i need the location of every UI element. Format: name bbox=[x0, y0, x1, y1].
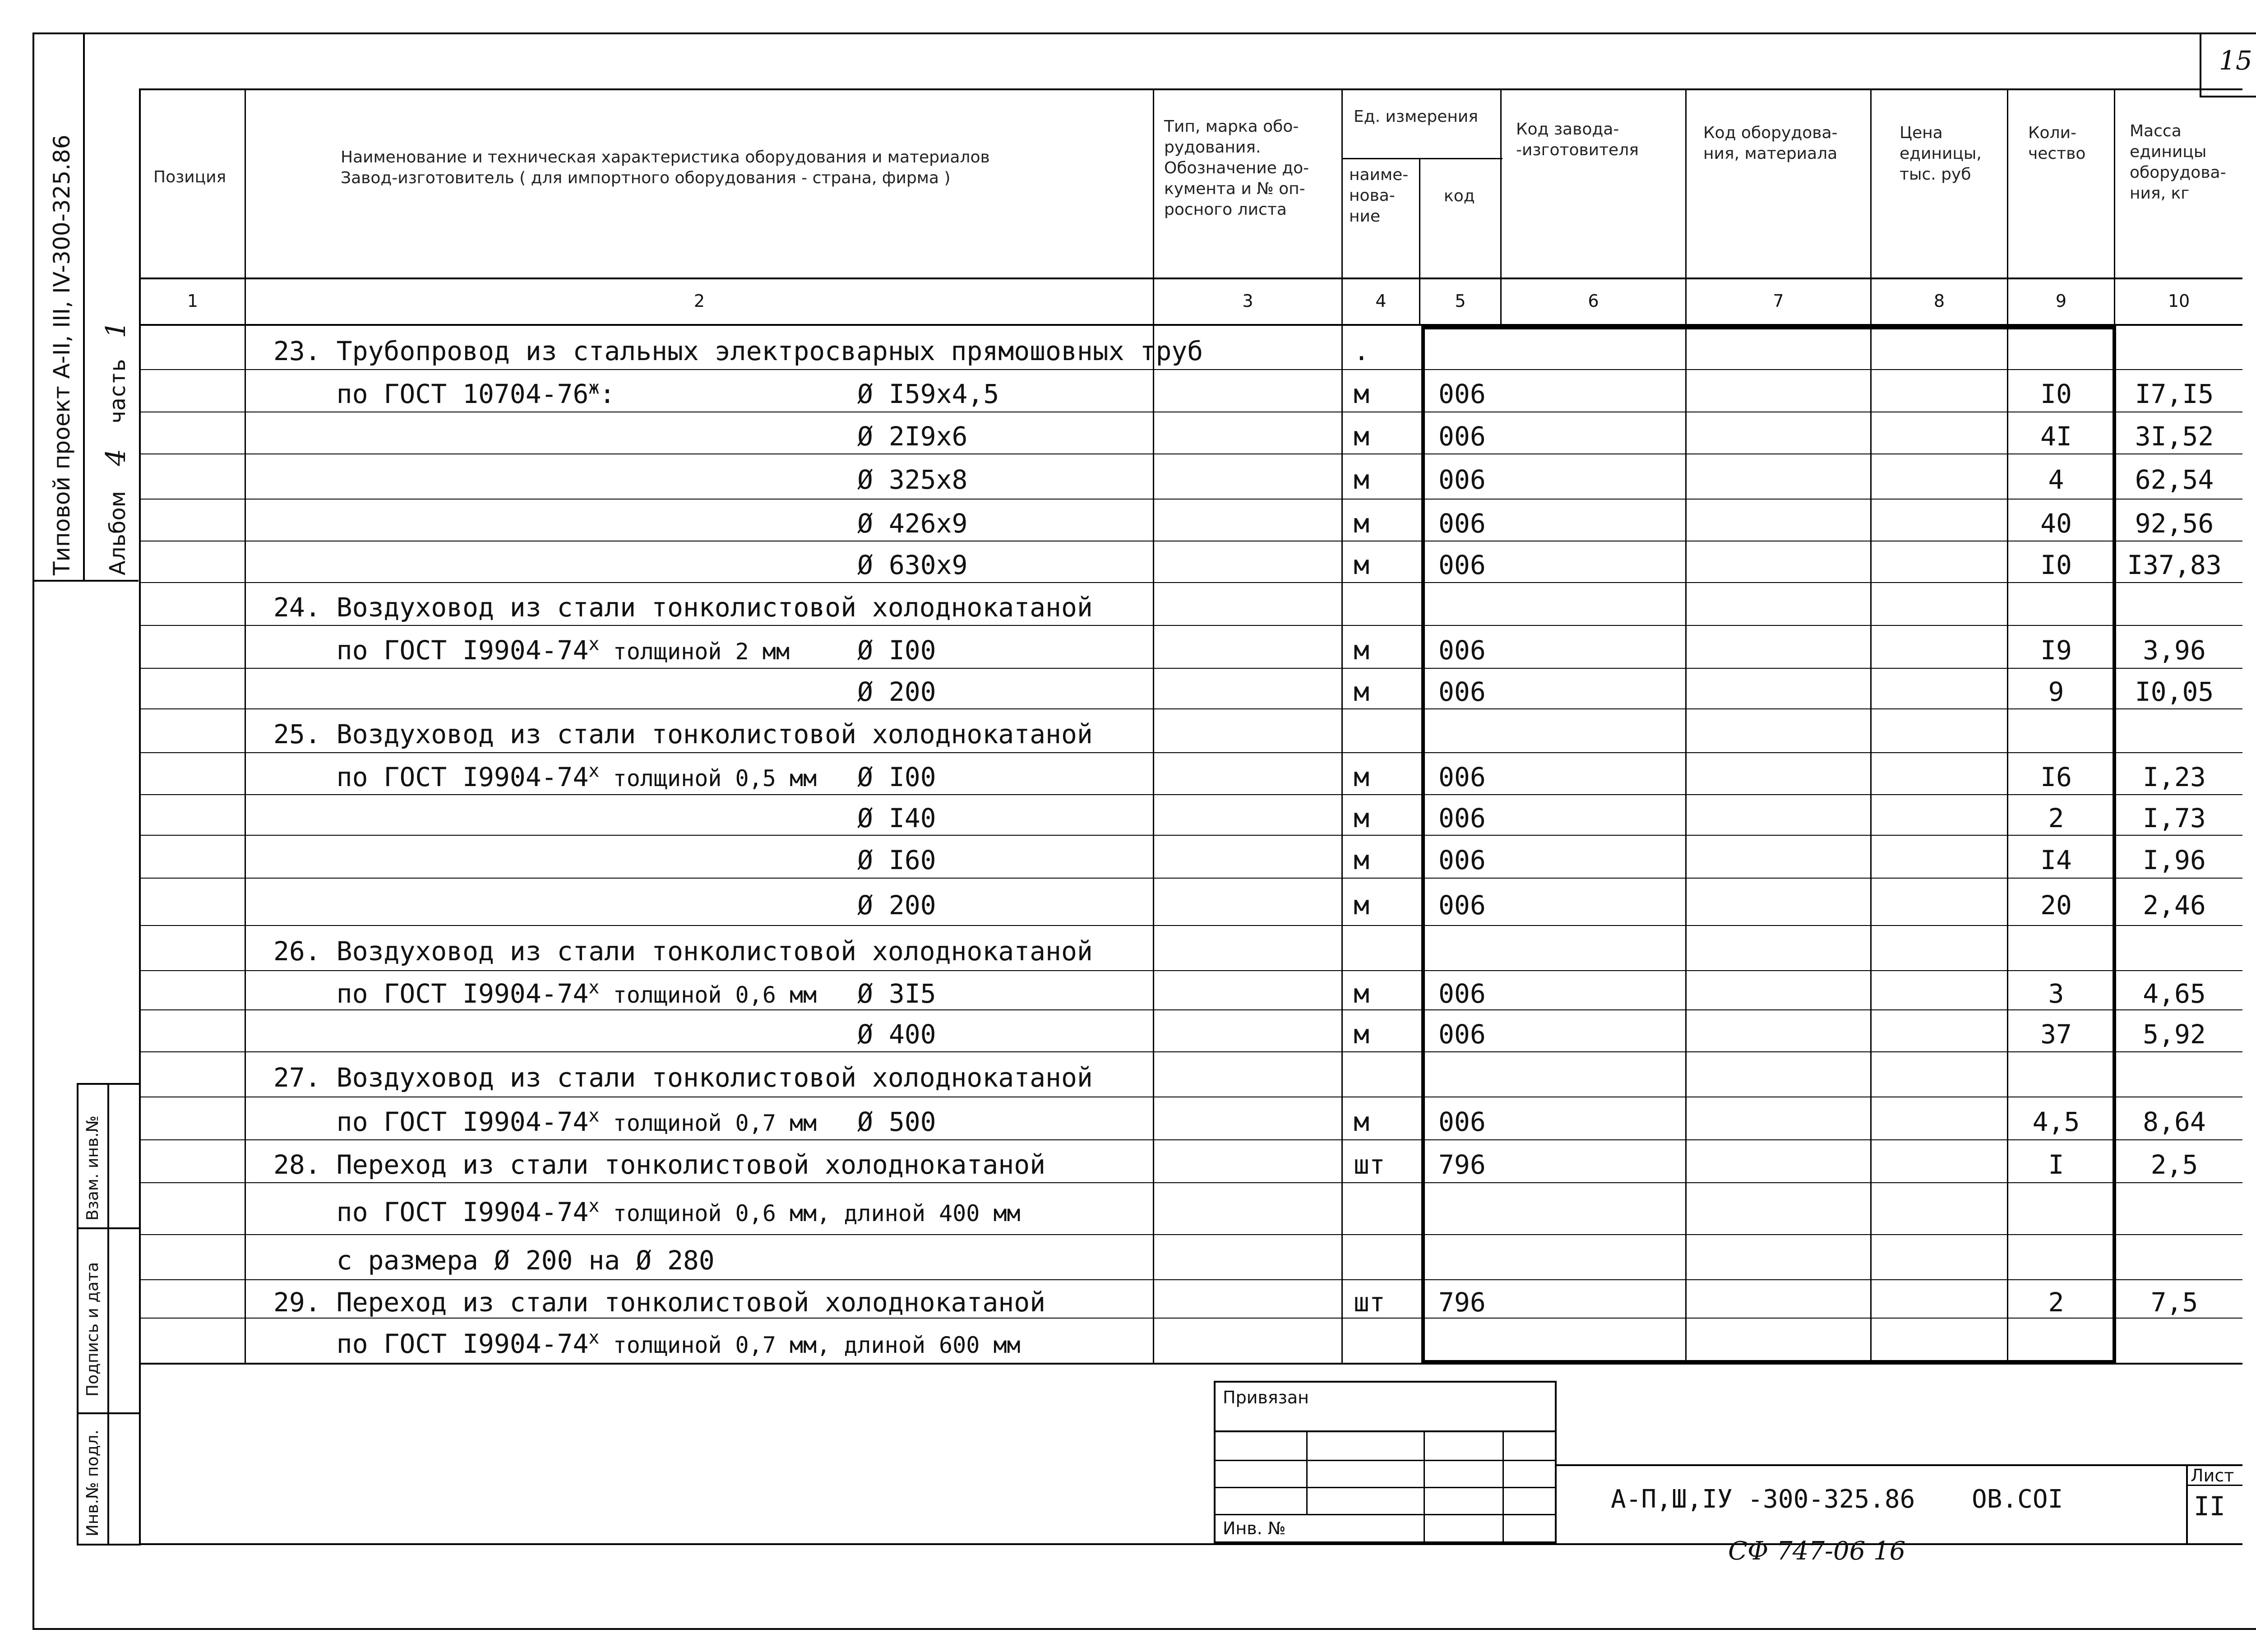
unit-name: шт bbox=[1354, 1149, 1385, 1180]
hdr-type-line: Обозначение до- bbox=[1164, 159, 1309, 177]
unit-mass: 62,54 bbox=[2135, 464, 2214, 495]
unit-mass: 5,92 bbox=[2143, 1018, 2206, 1050]
hdr-factory-line: Код завода- bbox=[1516, 120, 1619, 139]
hdr-quantity bbox=[2028, 123, 2085, 164]
left-stamp-row-line bbox=[77, 1412, 141, 1414]
item-diameter: Ø 2I9x6 bbox=[857, 421, 968, 452]
unit-name: м bbox=[1354, 1106, 1369, 1137]
hdr-type-line: росного листа bbox=[1164, 200, 1287, 219]
page-number: 15 bbox=[2219, 45, 2252, 76]
unit-mass: 3I,52 bbox=[2135, 421, 2214, 452]
sign-date-label: Подпись и дата bbox=[83, 1262, 102, 1397]
sheet-number: II bbox=[2194, 1491, 2225, 1522]
unit-code: 006 bbox=[1438, 550, 1486, 580]
unit-mass: I7,I5 bbox=[2135, 379, 2214, 409]
item-name bbox=[273, 719, 1093, 749]
row-line bbox=[139, 970, 2242, 971]
hdr-unit-group: Ед. измерения bbox=[1354, 107, 1478, 126]
sheet-bottom-line bbox=[139, 1543, 2242, 1545]
hdr-code: код bbox=[1444, 187, 1475, 205]
unit-name: шт bbox=[1354, 1286, 1385, 1318]
item-name bbox=[273, 1197, 1021, 1228]
hdr-quantity-line: чество bbox=[2028, 144, 2086, 163]
item-diameter: Ø I60 bbox=[857, 844, 936, 875]
colnum-1: 1 bbox=[187, 291, 199, 311]
item-name bbox=[273, 1245, 715, 1275]
item-diameter: Ø 325x8 bbox=[857, 464, 968, 495]
quantity: 37 bbox=[2040, 1018, 2072, 1050]
item-name-text: с размера Ø 200 на Ø 280 bbox=[273, 1245, 715, 1276]
quantity: 20 bbox=[2040, 889, 2072, 921]
item-name-text: 28. Переход из стали тонколистовой холоднокатаной bbox=[273, 1149, 1046, 1180]
row-line bbox=[139, 499, 2242, 500]
unit-code: 796 bbox=[1438, 1149, 1486, 1180]
privyazan-label: Привязан bbox=[1223, 1388, 1309, 1407]
unit-code: 006 bbox=[1438, 889, 1486, 921]
unit-mass: 2,46 bbox=[2143, 889, 2206, 921]
item-name-text: 25. Воздуховод из стали тонколистовой холоднокатаной bbox=[273, 718, 1093, 750]
doc-mark: ОВ.СОI bbox=[1972, 1485, 2063, 1514]
item-name bbox=[273, 1329, 1021, 1360]
row-line bbox=[139, 752, 2242, 753]
handwritten-note: СФ 747-06 16 bbox=[1728, 1536, 1906, 1566]
item-diameter: Ø 426x9 bbox=[857, 508, 968, 539]
hdr-price-line: Цена bbox=[1900, 124, 1943, 142]
quantity: I9 bbox=[2040, 634, 2072, 666]
unit-mass: 92,56 bbox=[2135, 508, 2214, 539]
stamp-line bbox=[1214, 1514, 1557, 1515]
item-name bbox=[273, 936, 1093, 966]
colnum-10: 10 bbox=[2168, 291, 2190, 311]
hdr-factory-code bbox=[1516, 119, 1639, 161]
item-diameter: Ø 200 bbox=[857, 676, 936, 707]
side-stamp-bottom-line bbox=[32, 580, 139, 582]
left-stamp-row-line bbox=[77, 1227, 141, 1229]
item-name-suffix: толщиной 0,5 мм bbox=[599, 765, 817, 791]
row-line bbox=[139, 1279, 2242, 1280]
colnum-4: 4 bbox=[1375, 291, 1387, 311]
inv-no-label: Инв.№ подл. bbox=[83, 1430, 102, 1536]
quantity: I0 bbox=[2040, 550, 2072, 580]
quantity: 4 bbox=[2048, 464, 2064, 495]
quantity: 2 bbox=[2048, 803, 2064, 833]
hdr-mass-line: оборудова- bbox=[2130, 163, 2226, 182]
hdr-position: Позиция bbox=[153, 168, 227, 186]
left-stamp-divider bbox=[107, 1083, 109, 1546]
hdr-name-line2: Завод-изготовитель ( для импортного оборудования - страна, фирма ) bbox=[341, 169, 951, 187]
item-name bbox=[273, 762, 817, 793]
item-name-text: 23. Трубопровод из стальных электросварных прямошовных труб bbox=[273, 336, 1203, 366]
quantity: I0 bbox=[2040, 379, 2072, 409]
colnum-8: 8 bbox=[1933, 291, 1945, 311]
unit-mass: 8,64 bbox=[2143, 1106, 2206, 1137]
gost-mark: х bbox=[588, 634, 600, 655]
colnum-7: 7 bbox=[1773, 291, 1784, 311]
unit-name: м bbox=[1354, 634, 1369, 666]
item-diameter: Ø 400 bbox=[857, 1018, 936, 1050]
item-name bbox=[273, 1150, 1045, 1180]
stamp-vline bbox=[1306, 1430, 1308, 1514]
item-name-text: по ГОСТ I9904-74 bbox=[273, 1106, 589, 1137]
side-stamp-divider bbox=[83, 32, 85, 581]
title-block-top-line bbox=[1557, 1464, 2242, 1466]
vzam-label: Взам. инв.№ bbox=[83, 1115, 102, 1221]
colnum-5: 5 bbox=[1455, 291, 1466, 311]
item-name-suffix: толщиной 0,7 мм, длиной 600 мм bbox=[599, 1332, 1021, 1358]
unit-code: 006 bbox=[1438, 1106, 1486, 1137]
row-line bbox=[139, 625, 2242, 626]
part-text: часть bbox=[105, 358, 130, 424]
row-line bbox=[139, 878, 2242, 879]
inv-label: Инв. № bbox=[1223, 1518, 1286, 1538]
gost-mark: ж bbox=[588, 377, 600, 398]
row-line bbox=[139, 1182, 2242, 1183]
colnum-2: 2 bbox=[693, 291, 705, 311]
col-line bbox=[1341, 88, 1343, 1364]
row-line bbox=[139, 582, 2242, 583]
item-name-suffix: толщиной 0,7 мм bbox=[599, 1110, 817, 1136]
item-name bbox=[273, 592, 1093, 622]
unit-code: 006 bbox=[1438, 634, 1486, 666]
unit-name: м bbox=[1354, 464, 1369, 495]
item-diameter: Ø I00 bbox=[857, 761, 936, 792]
unit-code: 006 bbox=[1438, 464, 1486, 495]
unit-mass: I0,05 bbox=[2135, 676, 2214, 707]
quantity: I bbox=[2048, 1149, 2064, 1180]
quantity: 2 bbox=[2048, 1286, 2064, 1318]
item-name-text: 27. Воздуховод из стали тонколистовой холоднокатаной bbox=[273, 1062, 1093, 1093]
item-name-text: по ГОСТ 10704-76 bbox=[273, 379, 589, 409]
row-line bbox=[139, 1051, 2242, 1052]
project-title: Типовой проект A-II, III, IV-300-325.86 bbox=[49, 134, 75, 575]
quantity: I6 bbox=[2040, 761, 2072, 792]
unit-code: 006 bbox=[1438, 508, 1486, 539]
doc-code: А-П,Ш,IУ -300-325.86 bbox=[1611, 1485, 1915, 1514]
item-name bbox=[273, 1287, 1045, 1317]
row-line bbox=[139, 1139, 2242, 1140]
item-name bbox=[273, 336, 1203, 366]
hdr-price-line: единицы, bbox=[1900, 144, 1982, 163]
hdr-unit-line: нова- bbox=[1349, 186, 1395, 205]
quantity: 40 bbox=[2040, 508, 2072, 539]
item-diameter: Ø 630x9 bbox=[857, 550, 968, 580]
colnum-3: 3 bbox=[1242, 291, 1253, 311]
unit-name: . bbox=[1354, 336, 1369, 366]
album-number: 4 bbox=[100, 449, 132, 466]
item-diameter: Ø I00 bbox=[857, 634, 936, 666]
hdr-type bbox=[1164, 116, 1309, 220]
unit-name: м bbox=[1354, 421, 1369, 452]
item-name bbox=[273, 379, 615, 409]
unit-mass: I,73 bbox=[2143, 803, 2206, 833]
unit-mass: 3,96 bbox=[2143, 634, 2206, 666]
gost-mark: х bbox=[588, 977, 600, 998]
hdr-price bbox=[1900, 123, 1982, 185]
row-line bbox=[139, 794, 2242, 795]
unit-name: м bbox=[1354, 844, 1369, 875]
item-name-text: по ГОСТ I9904-74 bbox=[273, 761, 589, 792]
quantity: 4,5 bbox=[2032, 1106, 2080, 1137]
colnum-9: 9 bbox=[2055, 291, 2067, 311]
unit-name: м bbox=[1354, 379, 1369, 409]
header-bottom-line bbox=[139, 278, 2242, 279]
item-name-suffix: толщиной 0,6 мм bbox=[599, 981, 817, 1008]
item-name-suffix: толщиной 0,6 мм, длиной 400 мм bbox=[599, 1200, 1021, 1226]
row-line bbox=[139, 453, 2242, 454]
unit-mass: 4,65 bbox=[2143, 978, 2206, 1009]
quantity: 4I bbox=[2040, 421, 2072, 452]
unit-code: 006 bbox=[1438, 844, 1486, 875]
stamp-line bbox=[1214, 1460, 1557, 1461]
row-line bbox=[139, 668, 2242, 669]
unit-name: м bbox=[1354, 889, 1369, 921]
unit-code: 006 bbox=[1438, 421, 1486, 452]
quantity: 9 bbox=[2048, 676, 2064, 707]
hdr-mass-line: ния, кг bbox=[2130, 184, 2190, 203]
row-line bbox=[139, 369, 2242, 370]
unit-code: 796 bbox=[1438, 1286, 1486, 1318]
row-line bbox=[139, 925, 2242, 926]
item-diameter: Ø I59x4,5 bbox=[857, 379, 999, 409]
album-text: Альбом bbox=[105, 491, 130, 575]
item-name-text: 29. Переход из стали тонколистовой холоднокатаной bbox=[273, 1286, 1046, 1318]
unit-mass: I,96 bbox=[2143, 844, 2206, 875]
row-line bbox=[139, 1363, 2242, 1364]
hdr-quantity-line: Коли- bbox=[2028, 124, 2076, 142]
stamp-line bbox=[1214, 1430, 1557, 1432]
hdr-type-line: рудования. bbox=[1164, 138, 1261, 157]
item-name-text: по ГОСТ I9904-74 bbox=[273, 1196, 589, 1227]
hdr-type-line: Тип, марка обо- bbox=[1164, 117, 1299, 136]
item-diameter: Ø I40 bbox=[857, 803, 936, 833]
item-name-text: по ГОСТ I9904-74 bbox=[273, 1328, 589, 1359]
hdr-mass-line: Масса bbox=[2130, 122, 2182, 140]
hdr-unit-line: ние bbox=[1349, 207, 1381, 226]
colnum-6: 6 bbox=[1588, 291, 1599, 311]
unit-name: м bbox=[1354, 550, 1369, 580]
unit-name: м bbox=[1354, 803, 1369, 833]
gost-mark: х bbox=[588, 1327, 600, 1348]
hdr-price-line: тыс. руб bbox=[1900, 165, 1971, 184]
hdr-factory-line: -изготовителя bbox=[1516, 141, 1639, 159]
col-line bbox=[245, 88, 246, 1364]
gost-mark: х bbox=[588, 1195, 600, 1217]
unit-code: 006 bbox=[1438, 978, 1486, 1009]
unit-name: м bbox=[1354, 978, 1369, 1009]
unit-name: м bbox=[1354, 508, 1369, 539]
unit-mass: 2,5 bbox=[2150, 1149, 2198, 1180]
item-name-text: по ГОСТ I9904-74 bbox=[273, 634, 589, 666]
item-name bbox=[273, 979, 817, 1010]
unit-code: 006 bbox=[1438, 761, 1486, 792]
stamp-vline bbox=[1424, 1430, 1425, 1543]
hdr-unit-name bbox=[1349, 165, 1408, 227]
col-line bbox=[1500, 88, 1502, 326]
unit-code: 006 bbox=[1438, 676, 1486, 707]
item-name-text: 26. Воздуховод из стали тонколистовой холоднокатаной bbox=[273, 936, 1093, 967]
item-name bbox=[273, 1107, 817, 1138]
gost-mark: х bbox=[588, 760, 600, 782]
unit-name: м bbox=[1354, 1018, 1369, 1050]
sheet-box-line bbox=[2186, 1464, 2188, 1543]
stamp-vline bbox=[1502, 1430, 1504, 1543]
gost-mark: х bbox=[588, 1105, 600, 1126]
row-line bbox=[139, 1234, 2242, 1235]
quantity: I4 bbox=[2040, 844, 2072, 875]
unit-code: 006 bbox=[1438, 1018, 1486, 1050]
quantity: 3 bbox=[2048, 978, 2064, 1009]
unit-code: 006 bbox=[1438, 379, 1486, 409]
unit-mass: I,23 bbox=[2143, 761, 2206, 792]
sheet-label: Лист bbox=[2191, 1466, 2234, 1485]
row-line bbox=[139, 835, 2242, 836]
item-name-text: по ГОСТ I9904-74 bbox=[273, 978, 589, 1009]
row-line bbox=[139, 1318, 2242, 1319]
hdr-mass bbox=[2130, 121, 2226, 204]
unit-mass: I37,83 bbox=[2127, 550, 2222, 580]
hdr-equipment-code bbox=[1703, 123, 1838, 164]
unit-mass: 7,5 bbox=[2150, 1286, 2198, 1318]
item-name-text: 24. Воздуховод из стали тонколистовой холоднокатаной bbox=[273, 592, 1093, 623]
item-name-suffix: толщиной 2 мм bbox=[599, 638, 790, 665]
unit-name: м bbox=[1354, 761, 1369, 792]
hdr-equipment-line: ния, материала bbox=[1703, 144, 1838, 163]
part-number: 1 bbox=[100, 321, 132, 338]
col-line bbox=[2114, 88, 2115, 326]
unit-code: 006 bbox=[1438, 803, 1486, 833]
item-diameter: Ø 500 bbox=[857, 1106, 936, 1137]
stamp-line bbox=[1214, 1487, 1557, 1488]
sheet-left-line bbox=[139, 1363, 141, 1543]
unit-name: м bbox=[1354, 676, 1369, 707]
item-name bbox=[273, 1063, 1093, 1092]
item-name-suffix: : bbox=[599, 379, 615, 409]
units-group-line bbox=[1342, 158, 1502, 159]
hdr-mass-line: единицы bbox=[2130, 143, 2207, 161]
item-diameter: Ø 3I5 bbox=[857, 978, 936, 1009]
hdr-name-line1: Наименование и техническая характеристика оборудования и материалов bbox=[341, 148, 990, 167]
hdr-type-line: кумента и № оп- bbox=[1164, 180, 1305, 198]
col-line bbox=[1153, 88, 1154, 1364]
item-diameter: Ø 200 bbox=[857, 889, 936, 921]
album-label bbox=[100, 321, 132, 575]
hdr-unit-line: наиме- bbox=[1349, 166, 1409, 184]
item-name bbox=[273, 635, 790, 666]
row-line bbox=[139, 708, 2242, 709]
hdr-equipment-line: Код оборудова- bbox=[1703, 124, 1838, 142]
